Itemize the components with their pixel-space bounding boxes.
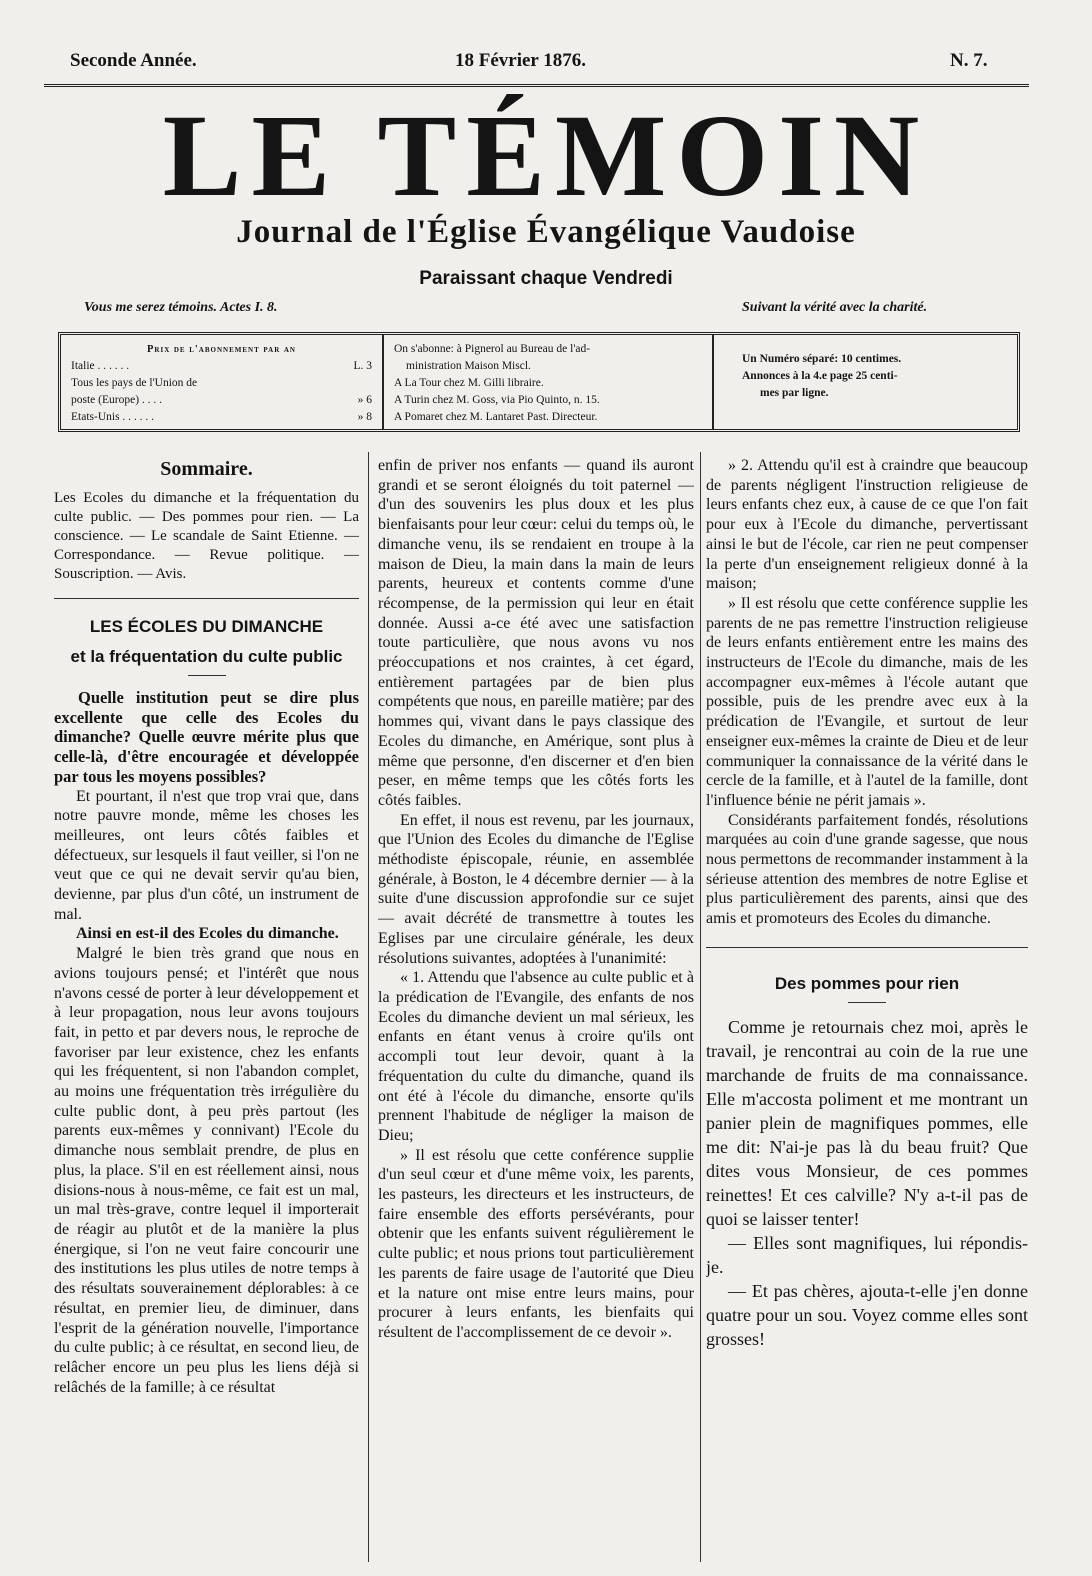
price-label: Tous les pays de l'Union de [71,377,198,389]
address-line: A La Tour chez M. Gilli libraire. [394,377,544,389]
column-right [706,456,1028,1561]
article-pommes [706,974,1028,1351]
price-title: Prix de l'abonnement par an [147,344,296,355]
price-label: Italie . . . . . . [71,360,130,372]
periodicity: Paraissant chaque Vendredi [419,268,673,289]
sommaire-text: Les Ecoles du dimanche et la fréquentation du culte public. — Des pommes pour rien. — La conscience. — Le scandale de Saint Etienne. — Correspondance. — Revue politique. — Souscription. — Avis. [54,490,359,582]
article-paragraph: Comme je retournais chez moi, après le travail, je rencontrai au coin de la rue une marchande de fruits de ma connaissance. Elle m'accosta poliment et me montrant un panier plein de magnifiques pommes, elle me dit: N'ai-je pas là du beau fruit? Que dites vous Monsieur, de ces pommes reinettes! Et ces calville? N'y a-t-il pas de quoi se laisser tenter! [706,1016,1028,1229]
short-rule [188,675,226,676]
price-cell [61,335,382,429]
short-rule [848,1002,886,1003]
column-divider [700,452,701,1562]
year-label: Seconde Année. [70,50,197,71]
issue-number: N. 7. [950,50,988,71]
price-row [71,375,372,392]
resolution-paragraph: » Il est résolu que cette conférence supplie les parents de ne pas remettre l'instruction religieuse de leurs enfants entièrement entre les mains des instructeurs de l'Ecole du dimanche, mais de les accompagner eux-mêmes à l'école autant que possible, puis de les prendre avec eux à la prédication de l'Evangile, et surtout de leur enseigner eux-mêmes la crainte de Dieu et de leur communiquer la connaissance de la vérité dans le cercle de la famille, et à l'autel de la famille, dont l'influence bénie ne périt jamais ». [706,594,1028,809]
article-title: Des pommes pour rien [774,973,960,993]
article-paragraph: En effet, il nous est revenu, par les journaux, que l'Union des Ecoles du dimanche de l'Eglise méthodiste épiscopale, réunie, en assemblée générale, à Boston, le 4 décembre dernier — à la suite d'une discussion approfondie sur ce sujet — avait décrété de transmettre à toutes les Eglises par une circulaire générale, les deux résolutions suivantes, adoptées à l'unanimité: [378,811,694,967]
price-row [71,392,372,409]
article-subtitle: et la fréquentation du culte public [70,647,343,666]
address-cell [382,335,712,429]
separator [54,598,359,599]
address-line: A Turin chez M. Goss, via Pio Quinto, n. 15. [394,394,600,406]
article-title: LES ÉCOLES DU DIMANCHE [89,617,324,636]
resolution-paragraph: » Il est résolu que cette conférence supplie d'un seul cœur et d'une même voix, les parents, les pasteurs, les directeurs et les instructeurs, de faire ensemble des efforts persévérants, pour obtenir que les enfants suivent régulièrement le culte public; et nous prions tout particulièrement les parents de faire usage de l'autorité que Dieu et la nature ont mise entre leurs mains, pour procurer à leurs enfants, les bienfaits qui résultent de l'accomplissement de ce devoir ». [378,1146,694,1341]
article-paragraph: Considérants parfaitement fondés, résolutions marquées au coin d'une grande sagesse, que nous nous permettons de recommander instamment à la sérieuse attention des membres de notre Eglise et plus particulièrement des parents, ainsi que des amis et promoteurs des Ecoles du dimanche. [706,811,1028,928]
misc-cell [712,335,1017,429]
price-label: poste (Europe) . . . . [71,394,163,406]
header-line [0,50,1092,80]
article-paragraph: Et pourtant, il n'est que trop vrai que, dans notre pauvre monde, même les choses les meilleures, ont leurs côtés faibles et défectueux, sur lesquels il faut veiller, si l'on ne veut que ce qui ne devait servir qu'au bien, devienne, par plus d'un côté, un instrument de mal. [54,787,359,923]
column-left [54,456,359,1561]
issue-date: 18 Février 1876. [455,50,587,71]
sommaire-title: Sommaire. [160,458,253,480]
article-paragraph: — Et pas chères, ajouta-t-elle j'en donne quatre pour un sou. Voyez comme elles sont grosses! [706,1280,1028,1349]
price-value: » 8 [357,411,372,423]
address-line: ministration Maison Miscl. [406,360,531,372]
header-rule [44,84,1029,87]
column-divider [368,452,369,1562]
misc-line: Annonces à la 4.e page 25 centi- [742,370,898,382]
article-paragraph: Ainsi en est-il des Ecoles du dimanche. [76,925,339,943]
price-value: » 6 [357,394,372,406]
motto-left: Vous me serez témoins. Actes I. 8. [84,300,278,315]
resolution-paragraph: » 2. Attendu qu'il est à craindre que beaucoup de parents négligent l'instruction religieuse de leurs enfants chez eux, à cause de ce que l'on fait pour eux à l'Ecole du dimanche, pervertissant ainsi le but de l'école, car rien ne peut compenser la perte d'un enseignement religieux donné à la maison; [706,457,1028,593]
column-middle [378,456,694,1561]
price-row [71,409,372,426]
address-line: A Pomaret chez M. Lantaret Past. Directeur. [394,411,598,423]
masthead-subtitle: Journal de l'Église Évangélique Vaudoise [236,214,856,250]
misc-line: mes par ligne. [760,387,829,399]
subscription-box [58,332,1020,432]
address-line: On s'abonne: à Pignerol au Bureau de l'ad- [394,343,591,355]
masthead-title: LE TÉMOIN [162,90,930,221]
motto-right: Suivant la vérité avec la charité. [742,300,928,315]
separator [706,947,1028,948]
article-paragraph: enfin de priver nos enfants — quand ils auront grandi et se seront éloignés du toit paternel — d'un des souvenirs les plus doux et les plus bienfaisants pour leur cœur: celui du temps où, le dimanche venu, ils se rendaient en troupe à la maison de Dieu, la main dans la main de leurs parents, heureux et contents comme d'une récompense, de la permission qui leur en était donnée. Aussi a-ce été avec une satisfaction toute particulière, que nous avons vu nos préoccupations et nos craintes, à cet égard, entièrement partagées par de bien plus compétents que nous, en pareille matière; par des hommes qui, vivant dans le pays classique des Ecoles du dimanche, en Amérique, sont plus à même que personne, d'en discerner et d'en bien peser, en même temps que les côtés forts les côtés faibles. [378,457,694,809]
price-label: Etats-Unis . . . . . . [71,411,155,423]
article-paragraph: — Elles sont magnifiques, lui répondis-je. [706,1232,1028,1277]
article-paragraph: Malgré le bien très grand que nous en avions toujours pensé; et l'intérêt que nous n'avons cessé de porter à leur développement et à leur propagation, nous leur avons toujours fait, in petto et par devers nous, le reproche de favoriser par leur existence, chez les enfants qui les fréquentent, si non l'abandon complet, au moins une fréquentation très irrégulière du culte public dont, à peu près partout (les parents eux-mêmes y connivant) l'Ecole du dimanche nous semblait prendre, de plus en plus, la place. S'il en est réellement ainsi, nous disions-nous à nous-même, ce fait est un mal, un mal très-grave, contre lequel il importerait de réagir au plutôt et de la manière la plus énergique, si l'on ne veut faire concourir une des institutions les plus utiles de notre temps à des résultats souverainement déplorables: à ce résultat, en premier lieu, de diminuer, dans l'esprit de la génération nouvelle, l'importance du culte public; à ce résultat, en second lieu, de relâcher encore un peu plus les liens déjà si relâchés de la famille; à ce résultat [54,945,359,1396]
resolution-paragraph: « 1. Attendu que l'absence au culte public et à la prédication de l'Evangile, des enfants de nos Ecoles du dimanche devient un mal sérieux, les enfants en étant venus à croire qu'ils ont accompli tout leur devoir, quant à la fréquentation du culte du dimanche, quand ils ont été à l'école du dimanche, ensorte qu'ils prennent l'habitude de négliger la maison de Dieu; [378,969,694,1144]
article-paragraph: Quelle institution peut se dire plus excellente que celle des Ecoles du dimanche? Quelle œuvre mérite plus que celle-là, d'être encouragée et développée par tous les moyens possibles? [54,688,359,786]
price-value: L. 3 [353,360,372,372]
price-row [71,358,372,375]
misc-line: Un Numéro séparé: 10 centimes. [742,353,902,365]
